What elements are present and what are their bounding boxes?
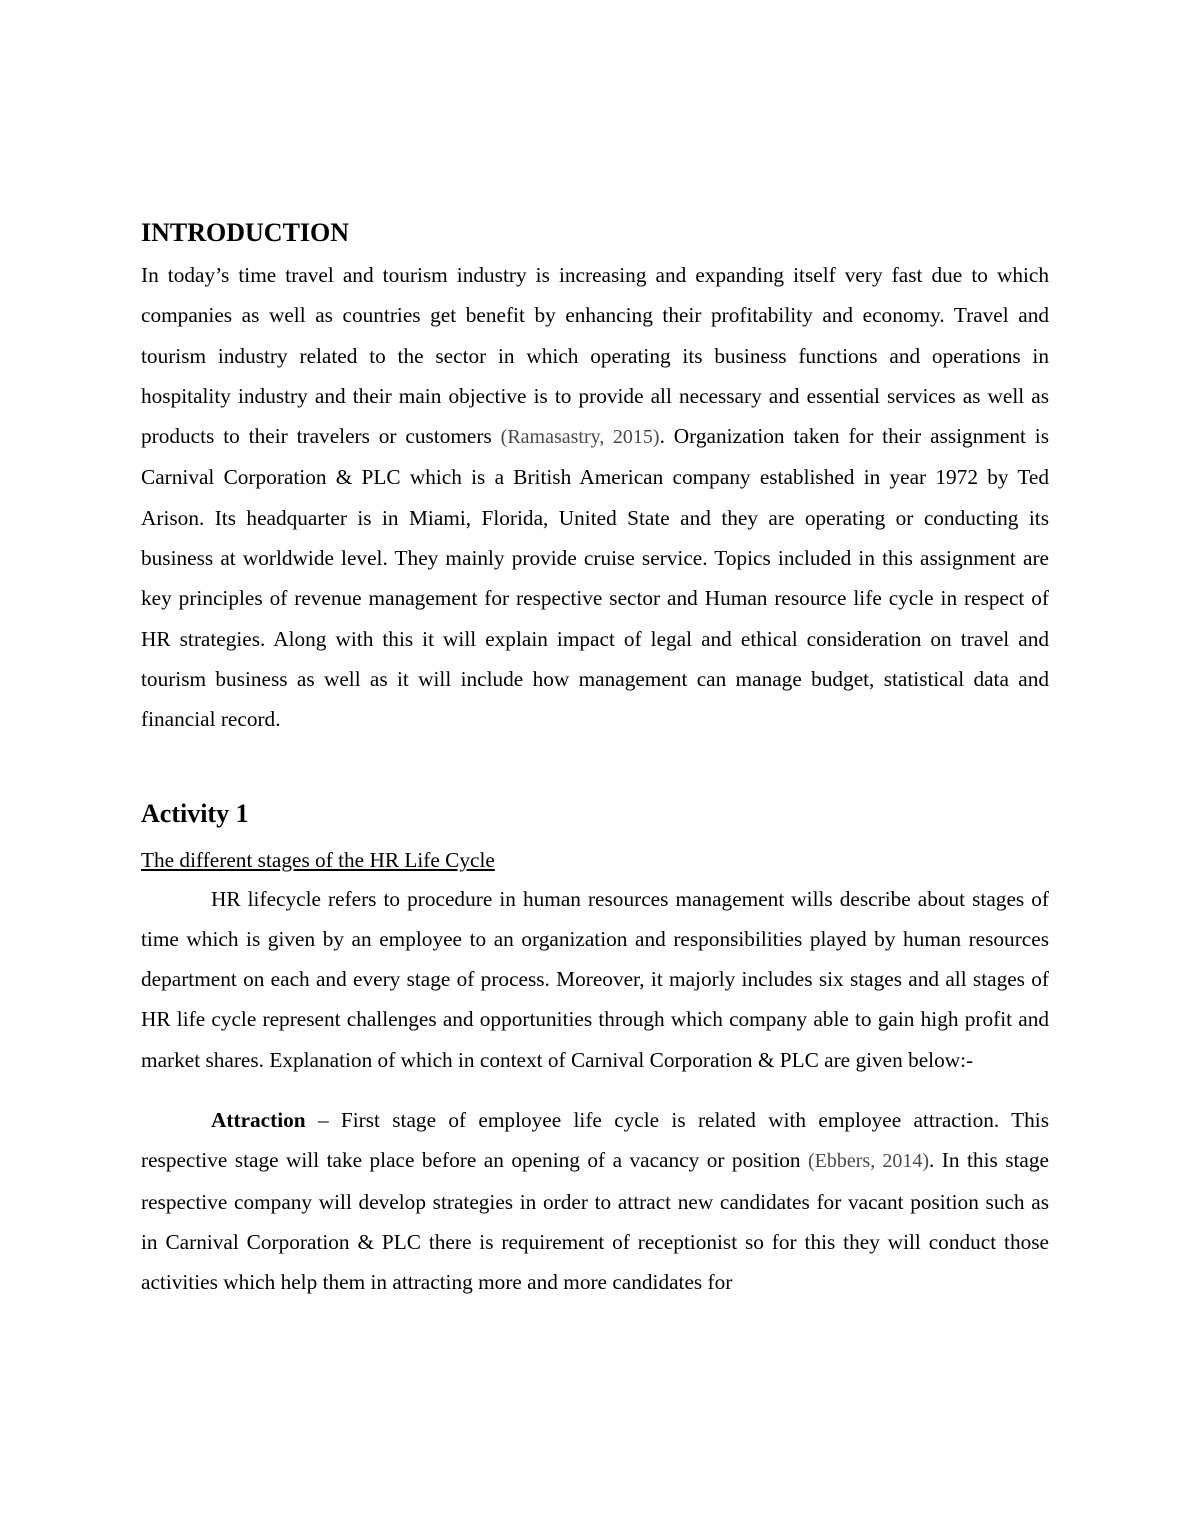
- introduction-paragraph: [141, 255, 1049, 740]
- activity-heading: Activity 1: [141, 798, 249, 828]
- attraction-paragraph: [141, 1100, 1049, 1302]
- introduction-heading: INTRODUCTION: [141, 218, 350, 247]
- introduction-text-part2: . Organization taken for their assignment is Carnival Corporation & PLC which is a British American company established in year 1972 by Ted Arison. Its headquarter is in Miami, Florida, United State and they are operating or conducting its business at worldwide level. They mainly provide cruise service. Topics included in this assignment are key principles of revenue management for respective sector and Human resource life cycle in respect of HR strategies. Along with this it will explain impact of legal and ethical consideration on travel and tourism business as well as it will include how management can manage budget, statistical data and financial record.: [141, 424, 1049, 732]
- activity-subheading: The different stages of the HR Life Cycle: [141, 847, 495, 872]
- hr-lifecycle-paragraph: HR lifecycle refers to procedure in human resources management wills describe about stages of time which is given by an employee to an organization and responsibilities played by human resources department on each and every stage of process. Moreover, it majorly includes six stages and all stages of HR life cycle represent challenges and opportunities through which company able to gain high profit and market shares. Explanation of which in context of Carnival Corporation & PLC are given below:-: [141, 886, 1049, 1072]
- attraction-citation: (Ebbers, 2014): [808, 1150, 930, 1173]
- attraction-text-part1: – First stage of employee life cycle is related with employee attraction. This respective stage will take place before an opening of a vacancy or position: [141, 1108, 1049, 1173]
- introduction-citation: (Ramasastry, 2015): [500, 426, 660, 449]
- introduction-text-part1: In today’s time travel and tourism industry is increasing and expanding itself very fast due to which companies as well as countries get benefit by enhancing their profitability and economy. Travel and tourism industry related to the sector in which operating its business functions and operations in hospitality industry and their main objective is to provide all necessary and essential services as well as products to their travelers or customers: [141, 263, 1049, 449]
- attraction-term: Attraction: [211, 1108, 306, 1133]
- document-page: [141, 214, 1049, 1303]
- attraction-text-part2: . In this stage respective company will develop strategies in order to attract new candidates for vacant position such as in Carnival Corporation & PLC there is requirement of receptionist so for this they will conduct those activities which help them in attracting more and more candidates for: [141, 1148, 1049, 1295]
